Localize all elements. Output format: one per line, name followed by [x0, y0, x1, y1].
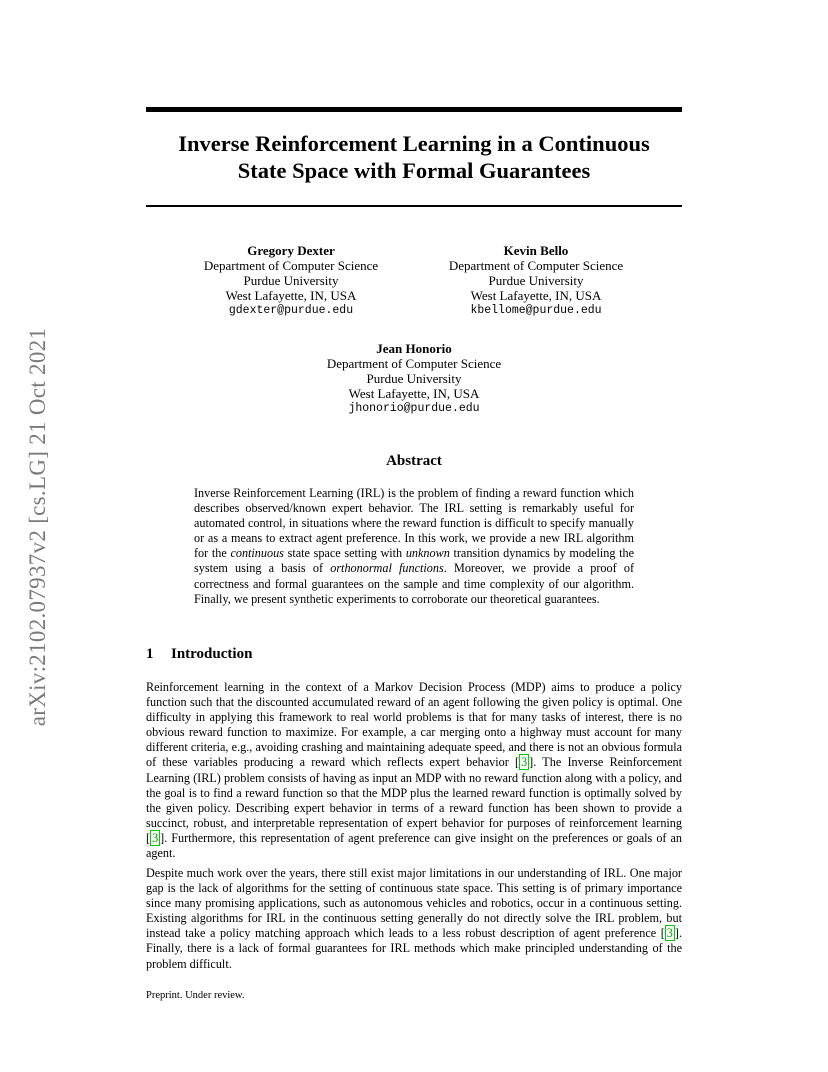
author-email[interactable]: gdexter@purdue.edu	[228, 304, 354, 317]
author-university: Purdue University	[366, 371, 462, 386]
citation-link[interactable]: 3	[152, 830, 159, 845]
intro-paragraph-2	[146, 866, 682, 972]
abstract-emphasis: orthonormal functions	[330, 561, 444, 576]
author-name: Kevin Bello	[503, 243, 569, 258]
author-email[interactable]: jhonorio@purdue.edu	[348, 402, 480, 415]
arxiv-identifier: arXiv:2102.07937v2 [cs.LG] 21 Oct 2021	[25, 327, 50, 727]
abstract-body	[194, 486, 634, 607]
author-name: Gregory Dexter	[247, 243, 335, 258]
paragraph-text: ]. Finally, there is a lack of formal guarantees for IRL methods which make principled understanding of the problem difficult.	[146, 926, 682, 971]
abstract-text: Inverse Reinforcement Learning (IRL) is the problem of finding a reward function which describes observed/known expert behavior. The IRL setting is remarkably useful for automated control, in situations where the reward function is difficult to specify manually or as a means to extract agent preference. In this work, we provide a new IRL algorithm for the	[194, 486, 634, 561]
section-title: Introduction	[171, 646, 253, 662]
title-bottom-rule	[146, 205, 682, 207]
paragraph-text: Reinforcement learning in the context of a Markov Decision Process (MDP) aims to produce a policy function such that the discounted accumulated reward of an agent following the given policy is optimal. One difficulty in applying this framework to real world problems is that for many tasks of interest, there is no obvious reward function to maximize. For example, a car merging onto a highway must account for many different criteria, e.g., avoiding crashing and maintaining adequate speed, and there is not an obvious formula of these variables producing a reward which reflects expert behavior [	[146, 680, 682, 770]
title-line-1: Inverse Reinforcement Learning in a Continuous	[178, 131, 650, 156]
author-location: West Lafayette, IN, USA	[225, 288, 357, 303]
abstract-text: . Moreover, we provide a proof of correctness and formal guarantees on the sample and time complexity of our algorithm. Finally, we present synthetic experiments to corroborate our theoretical guarantees.	[194, 561, 635, 606]
preprint-footer: Preprint. Under review.	[146, 990, 245, 1001]
paragraph-text: ]. Furthermore, this representation of agent preference can give insight on the preferences or goals of an agent.	[146, 830, 682, 861]
paragraph-text: Despite much work over the years, there still exist major limitations in our understanding of IRL. One major gap is the lack of algorithms for the setting of continuous state space. This setting is of primary importance since many promising applications, such as autonomous vehicles and robotics, occur in a continuous setting. Existing algorithms for IRL in the continuous setting generally do not directly solve the IRL problem, but instead take a policy matching approach which leads to a less robust description of agent preference [	[146, 866, 682, 941]
author-department: Department of Computer Science	[203, 258, 379, 273]
title-top-rule	[146, 107, 682, 112]
citation-link[interactable]: 3	[666, 926, 673, 941]
paragraph-text: ]. The Inverse Reinforcement Learning (IRL) problem consists of having as input an MDP with no reward function along with a policy, and the goal is to find a reward function so that the MDP plus the learned reward function is optimally solved by the given policy. Describing expert behavior in terms of a reward function has been shown to provide a succinct, robust, and interpretable representation of expert behavior for purposes of reinforcement learning [	[146, 755, 682, 845]
abstract-emphasis: continuous	[230, 546, 284, 561]
author-department: Department of Computer Science	[326, 356, 502, 371]
author-university: Purdue University	[488, 273, 584, 288]
section-number: 1	[146, 646, 154, 662]
author-location: West Lafayette, IN, USA	[348, 386, 480, 401]
section-heading-introduction	[146, 646, 252, 663]
paper-title	[146, 130, 682, 184]
citation-link[interactable]: 3	[521, 755, 528, 770]
author-block-1	[171, 243, 411, 318]
author-location: West Lafayette, IN, USA	[470, 288, 602, 303]
author-email[interactable]: kbellome@purdue.edu	[470, 304, 602, 317]
author-block-2	[416, 243, 656, 318]
title-line-2: State Space with Formal Guarantees	[237, 158, 591, 183]
abstract-text: state space setting with	[283, 546, 406, 561]
abstract-heading: Abstract	[386, 453, 442, 469]
author-block-3	[294, 341, 534, 416]
author-department: Department of Computer Science	[448, 258, 624, 273]
intro-paragraph-1	[146, 680, 682, 861]
author-name: Jean Honorio	[376, 341, 452, 356]
abstract-emphasis: unknown	[405, 546, 450, 561]
abstract-text: transition dynamics by modeling the system using a basis of	[194, 546, 634, 576]
author-university: Purdue University	[243, 273, 339, 288]
